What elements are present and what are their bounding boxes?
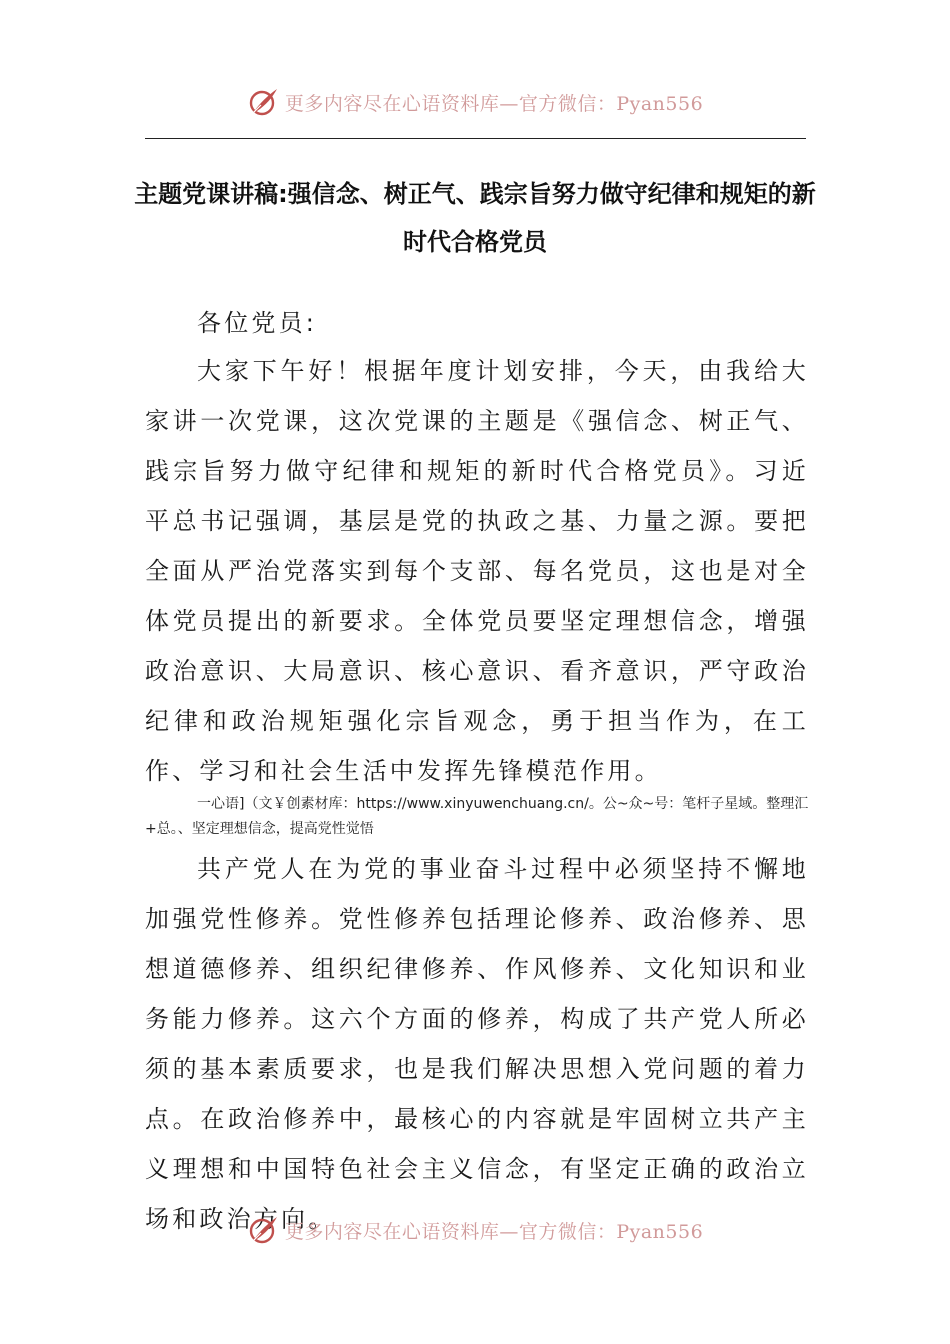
source-note: 一心语]（文￥创素材库：https://www.xinyuwenchuang.cn/。公~众~号：笔杆子星域。整理汇+总。、坚定理想信念，提高党性觉悟 xyxy=(145,796,809,837)
quill-logo-icon xyxy=(247,1214,279,1246)
banner-text: 更多内容尽在心语资料库—官方微信：Pyan556 xyxy=(284,1220,704,1243)
quill-logo-icon xyxy=(247,86,279,118)
header-divider xyxy=(145,138,806,139)
header-banner xyxy=(0,82,950,122)
document-title: 主题党课讲稿:强信念、树正气、践宗旨努力做守纪律和规矩的新时代合格党员 xyxy=(134,180,816,256)
paragraph-1: 大家下午好！根据年度计划安排，今天，由我给大家讲一次党课，这次党课的主题是《强信念、树正气、践宗旨努力做守纪律和规矩的新时代合格党员》。习近平总书记强调，基层是党的执政之基、力量之源。要把全面从严治党落实到每个支部、每名党员，这也是对全体党员提出的新要求。全体党员要坚定理想信念，增强政治意识、大局意识、核心意识、看齐意识，严守政治纪律和政治规矩强化宗旨观念，勇于担当作为，在工作、学习和社会生活中发挥先锋模范作用。 xyxy=(145,357,809,785)
greeting: 各位党员: xyxy=(197,309,318,337)
banner-text: 更多内容尽在心语资料库—官方微信：Pyan556 xyxy=(284,92,704,115)
footer-banner xyxy=(0,1210,950,1250)
paragraph-2: 共产党人在为党的事业奋斗过程中必须坚持不懈地加强党性修养。党性修养包括理论修养、政治修养、思想道德修养、组织纪律修养、作风修养、文化知识和业务能力修养。这六个方面的修养，构成了共产党人所必须的基本素质要求，也是我们解决思想入党问题的着力点。在政治修养中，最核心的内容就是牢固树立共产主义理想和中国特色社会主义信念，有坚定正确的政治立场和政治方向。 xyxy=(145,855,809,1233)
